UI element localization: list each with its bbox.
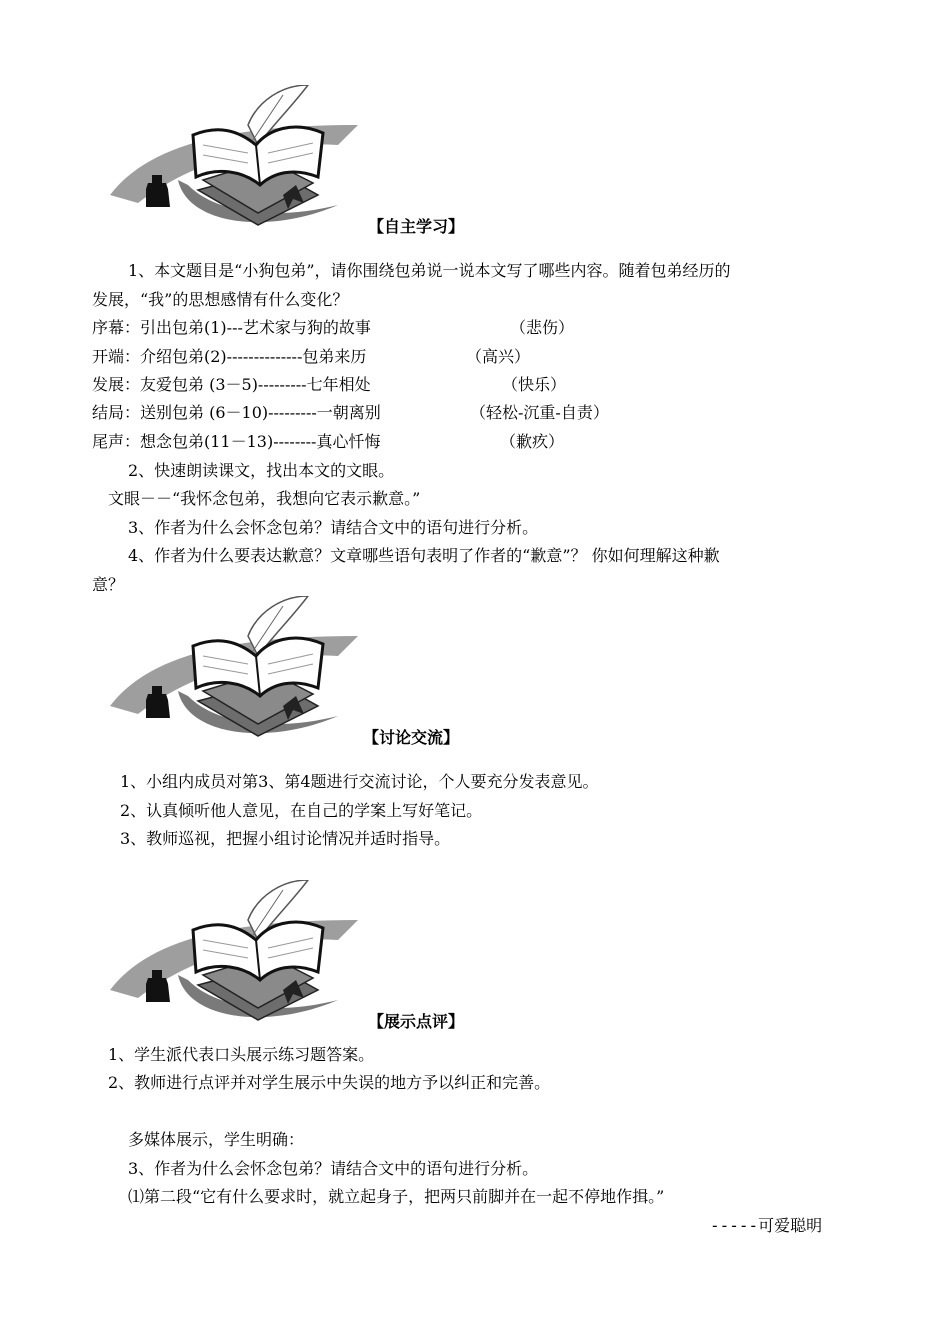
- outline-row: [92, 318, 575, 338]
- section-heading-presentation: 【展示点评】: [368, 1012, 465, 1031]
- emotion-note: （轻松-沉重-自责）: [470, 403, 609, 422]
- quote-paragraph-2: ⑴第二段“它有什么要求时，就立起身子，把两只前脚并在一起不停地作揖。”: [128, 1187, 665, 1206]
- outline-row: [92, 347, 531, 367]
- section-heading-discussion: 【讨论交流】: [363, 728, 460, 747]
- question-1-line-1: 1、本文题目是“小狗包弟”，请你围绕包弟说一说本文写了哪些内容。随着包弟经历的: [128, 261, 731, 280]
- discussion-item: 3、教师巡视，把握小组讨论情况并适时指导。: [120, 829, 451, 848]
- outline-text: 尾声：想念包弟(11－13)--------真心忏悔: [92, 432, 381, 451]
- presentation-item: 1、学生派代表口头展示练习题答案。: [108, 1045, 375, 1064]
- book-clipart-image: [108, 596, 368, 746]
- question-4-line-2: 意？: [92, 575, 125, 594]
- text-eye: 文眼－－“我怀念包弟，我想向它表示歉意。”: [108, 489, 421, 508]
- emotion-note: （悲伤）: [510, 318, 575, 337]
- outline-row: [92, 403, 609, 423]
- book-clipart-image: [108, 880, 368, 1030]
- emotion-note: （歉疚）: [500, 432, 565, 451]
- outline-row: [92, 432, 565, 452]
- multimedia-note: 多媒体展示，学生明确：: [128, 1130, 305, 1149]
- outline-row: [92, 375, 567, 395]
- emotion-note: （快乐）: [502, 375, 567, 394]
- presentation-item: 2、教师进行点评并对学生展示中失误的地方予以纠正和完善。: [108, 1073, 551, 1092]
- question-2: 2、快速朗读课文，找出本文的文眼。: [128, 461, 395, 480]
- emotion-note: （高兴）: [466, 347, 531, 366]
- book-clipart-image: [108, 85, 368, 235]
- outline-text: 序幕：引出包弟(1)---艺术家与狗的故事: [92, 318, 371, 337]
- outline-text: 结局：送别包弟 (6－10)---------一朝离别: [92, 403, 381, 422]
- question-4-line-1: 4、作者为什么要表达歉意？文章哪些语句表明了作者的“歉意”？ 你如何理解这种歉: [128, 546, 720, 565]
- discussion-item: 2、认真倾听他人意见，在自己的学案上写好笔记。: [120, 801, 483, 820]
- question-1-line-2: 发展，“我”的思想感情有什么变化？: [92, 290, 349, 309]
- question-3-repeat: 3、作者为什么会怀念包弟？请结合文中的语句进行分析。: [128, 1159, 539, 1178]
- outline-text: 开端：介绍包弟(2)--------------包弟来历: [92, 347, 367, 366]
- quote-annotation: -----可爱聪明: [710, 1216, 823, 1235]
- section-heading-self-study: 【自主学习】: [368, 217, 465, 236]
- discussion-item: 1、小组内成员对第3、第4题进行交流讨论，个人要充分发表意见。: [120, 772, 599, 791]
- question-3: 3、作者为什么会怀念包弟？请结合文中的语句进行分析。: [128, 518, 539, 537]
- outline-text: 发展：友爱包弟 (3－5)---------七年相处: [92, 375, 371, 394]
